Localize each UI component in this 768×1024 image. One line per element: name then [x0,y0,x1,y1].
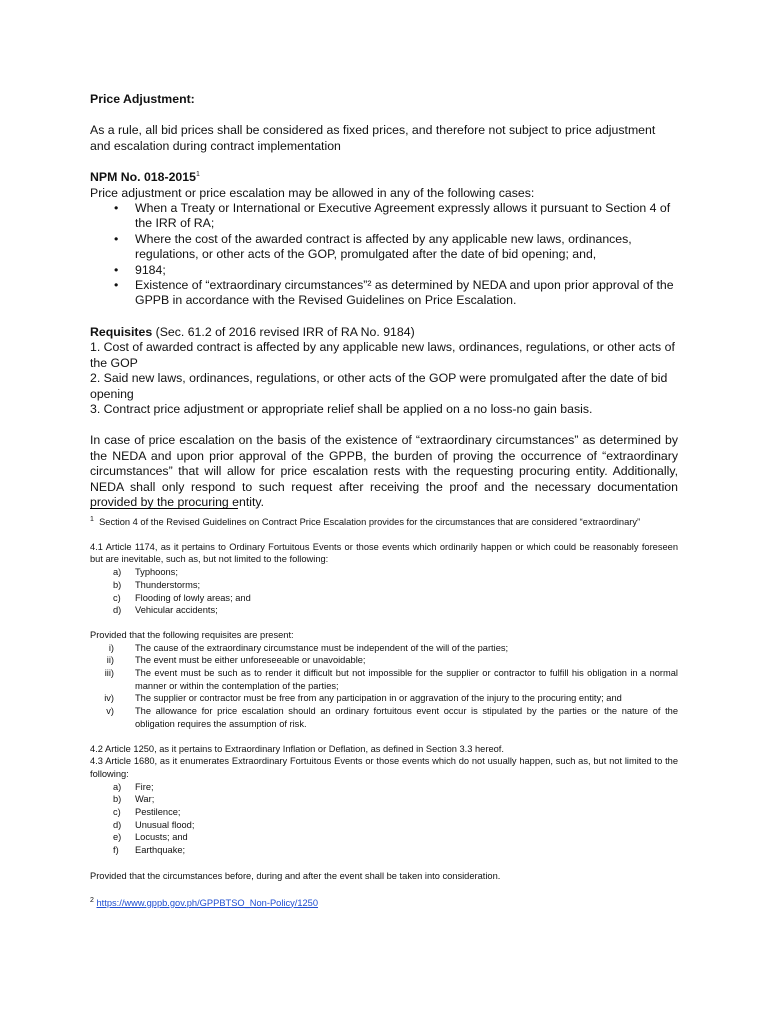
footnote-1 [90,516,678,909]
list-marker: b) [113,579,122,590]
list-item-text: Thunderstorms; [135,579,201,590]
list-item [90,232,678,263]
list-item-text: The event must be such as to render it difficult but not impossible for the supplier or contractor to fulfill his obligation in a normal manner or within the contemplation of the parties; [135,668,678,691]
requisite-item: 1. Cost of awarded contract is affected by any applicable new laws, ordinances, regulations, or other acts of the GOP [90,340,675,370]
bullet-glyph: • [114,278,119,293]
list-marker: i) [108,642,114,653]
list-item [90,705,678,730]
ordinary-events-list [90,566,678,617]
list-item [90,667,678,692]
list-marker: e) [113,832,122,843]
article-1680: 4.3 Article 1680, as it enumerates Extraordinary Fortuitous Events or those events which do not usually happen, such as, but not limited to the following: [90,756,678,779]
list-marker: b) [113,794,122,805]
list-marker: d) [113,605,122,616]
list-item-text: Where the cost of the awarded contract is affected by any applicable new laws, ordinances, regulations, or other acts of the GOP, promulgated after the date of bid opening; and, [135,231,632,262]
list-marker: v) [106,706,114,717]
list-item-text: Flooding of lowly areas; and [135,592,251,603]
footnote-1-intro [90,516,678,529]
list-item-text: War; [135,794,155,805]
requisite-item: 3. Contract price adjustment or appropriate relief shall be applied on a no loss-no gain basis. [90,401,593,416]
list-item-text: Locusts; and [135,832,188,843]
requisite-item: 2. Said new laws, ordinances, regulations, or other acts of the GOP were promulgated after the date of bid opening [90,371,668,401]
list-item-text: Fire; [135,781,154,792]
footnote-1-text: Section 4 of the Revised Guidelines on Contract Price Escalation provides for the circumstances that are considered “extraordinary” [99,517,641,527]
npm-bullet-list [90,201,678,309]
list-item-text: Vehicular accidents; [135,605,218,616]
list-item [90,278,678,309]
provided-requisites: Provided that the following requisites are present: [90,629,294,640]
list-item [90,819,678,832]
list-item [90,642,678,655]
list-item [90,692,678,705]
article-1174: 4.1 Article 1174, as it pertains to Ordinary Fortuitous Events or those events which ordinarily happen or which could be reasonably foreseen but are inevitable, such as, but not limited to the following: [90,541,678,565]
list-item [90,592,678,605]
footnote-divider [90,508,238,509]
list-item-text: 9184; [135,262,166,277]
main-body [90,92,678,510]
closing-paragraph: In case of price escalation on the basis of the existence of “extraordinary circumstances” as determined by the NEDA and upon prior approval of the GPPB, the burden of proving the occurrence of “extraordinary circumstances” that will allow for price escalation rests with the requesting procuring entity. Additionally, NEDA shall only respond to such request after receiving the proof and the necessary documentation provided by the procuring entity. [90,433,678,509]
list-item [90,566,678,579]
footnote-2-marker: 2 [90,896,94,904]
list-marker: f) [113,845,119,856]
footnote-2 [90,897,678,910]
npm-lead: Price adjustment or price escalation may be allowed in any of the following cases: [90,185,535,200]
list-item [90,806,678,819]
provided-circumstances: Provided that the circumstances before, during and after the event shall be taken into consideration. [90,870,501,881]
list-marker: a) [113,567,122,578]
list-item-text: Typhoons; [135,567,178,578]
requisites-heading [90,325,678,340]
list-item-text: When a Treaty or International or Executive Agreement expressly allows it pursuant to Section 4 of the IRR of RA; [135,201,671,231]
list-item [90,793,678,806]
list-marker: ii) [106,655,114,666]
bullet-glyph: • [114,262,119,277]
list-item [90,831,678,844]
intro-paragraph: As a rule, all bid prices shall be considered as fixed prices, and therefore not subject to price adjustment and escalation during contract implementation [90,123,656,153]
npm-heading [90,170,678,185]
list-marker: iii) [104,668,114,679]
list-item-text: The cause of the extraordinary circumstance must be independent of the will of the parties; [135,642,509,653]
list-item-text: The supplier or contractor must be free from any participation in or aggravation of the injury to the procuring entity; and [135,693,622,704]
list-marker: c) [113,807,121,818]
gppb-link[interactable]: https://www.gppb.gov.ph/GPPBTSO_Non-Policy/1250 [96,897,319,908]
list-marker: d) [113,819,122,830]
list-marker: a) [113,781,122,792]
list-item [90,579,678,592]
list-item [90,781,678,794]
list-item-text: Earthquake; [135,845,186,856]
list-item-text: The event must be either unforeseeable or unavoidable; [135,655,366,666]
requisites-heading-citation: (Sec. 61.2 of 2016 revised IRR of RA No. 9184) [152,324,415,339]
requisites-heading-text: Requisites [90,324,153,339]
list-item [90,604,678,617]
list-marker: c) [113,592,121,603]
list-item-text: Unusual flood; [135,819,195,830]
article-1250: 4.2 Article 1250, as it pertains to Extraordinary Inflation or Deflation, as defined in Section 3.3 hereof. [90,743,504,754]
bullet-glyph: • [114,231,119,246]
list-item [90,654,678,667]
npm-heading-text: NPM No. 018-2015 [90,170,196,185]
footnote-ref-1[interactable]: 1 [195,171,200,179]
requisites-roman-list [90,642,678,731]
list-item [90,844,678,857]
list-item-text: Existence of “extraordinary circumstances”² as determined by NEDA and upon prior approval of the GPPB in accordance with the Revised Guidelines on Price Escalation. [135,278,674,308]
bullet-glyph: • [114,201,119,216]
list-item-text: Pestilence; [135,807,181,818]
footnote-1-marker: 1 [90,515,94,523]
list-item-text: The allowance for price escalation should an ordinary fortuitous event occur is stipulated by the parties or the nature of the obligation requires the assumption of risk. [135,706,678,729]
list-marker: iv) [104,693,114,704]
page-title: Price Adjustment: [90,92,195,106]
list-item [90,263,678,278]
extraordinary-events-list [90,781,678,857]
list-item [90,201,678,232]
